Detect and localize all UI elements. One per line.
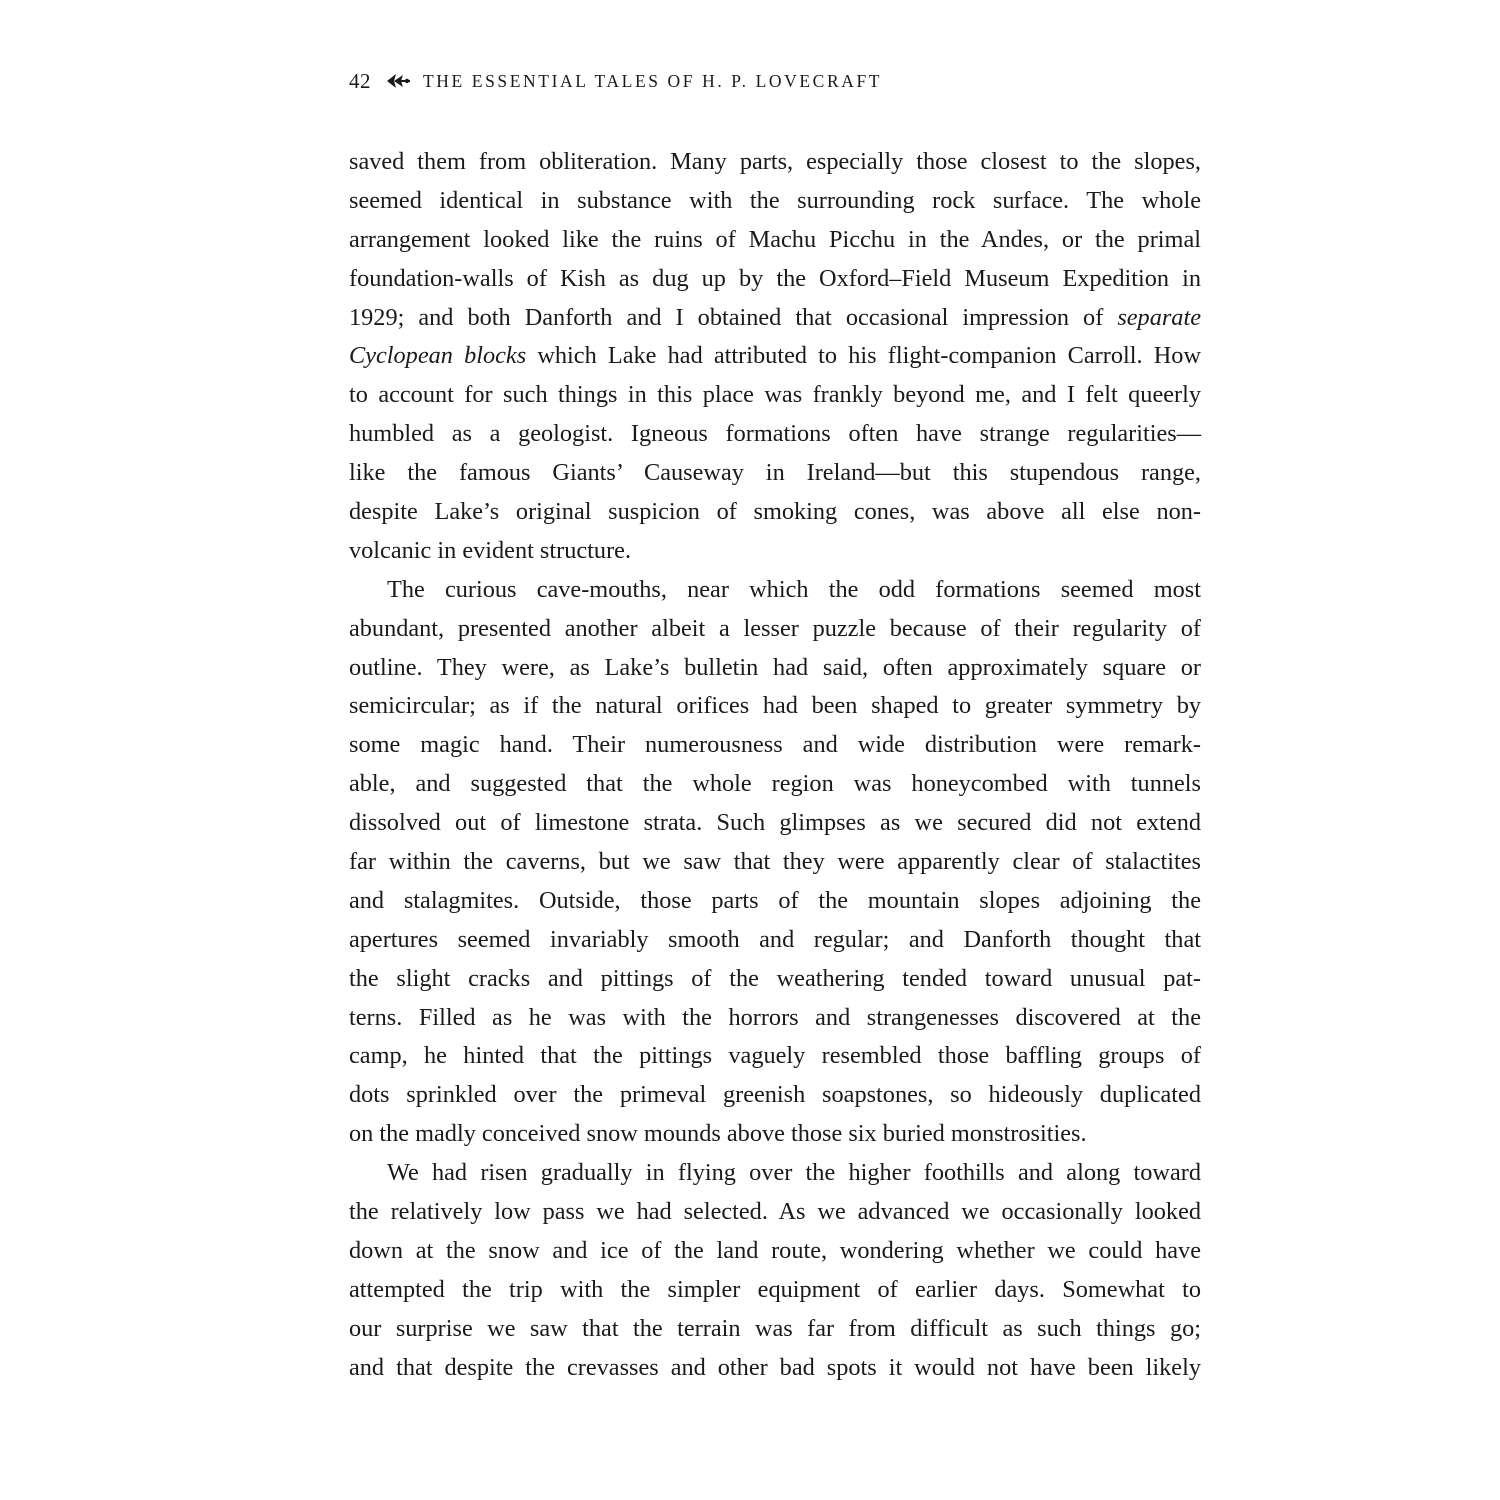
text-segment: seemed identical in substance with the surrounding rock surface. The whole <box>349 186 1201 214</box>
page-number: 42 <box>349 68 371 93</box>
text-segment: our surprise we saw that the terrain was far from difficult as such things go; <box>349 1314 1201 1342</box>
text-line <box>349 415 1201 454</box>
text-line <box>349 493 1201 532</box>
text-line <box>349 299 1201 338</box>
text-segment: camp, he hinted that the pittings vaguely resembled those baffling groups of <box>349 1042 1201 1070</box>
text-line <box>349 1349 1201 1388</box>
text-segment: to account for such things in this place was frankly beyond me, and I felt queerly <box>349 381 1201 409</box>
text-segment: semicircular; as if the natural orifices had been shaped to greater symmetry by <box>349 692 1201 720</box>
text-segment: apertures seemed invariably smooth and regular; and Danforth thought that <box>349 925 1201 953</box>
text-line <box>349 337 1201 376</box>
text-segment: foundation-walls of Kish as dug up by the Oxford–Field Museum Expedition in <box>349 264 1201 292</box>
text-segment: the slight cracks and pittings of the weathering tended toward unusual pat- <box>349 964 1201 992</box>
text-segment: able, and suggested that the whole region was honeycombed with tunnels <box>349 770 1201 798</box>
text-segment: terns. Filled as he was with the horrors and strangenesses discovered at the <box>349 1003 1201 1031</box>
text-segment: abundant, presented another albeit a lesser puzzle because of their regularity of <box>349 614 1201 642</box>
text-segment: down at the snow and ice of the land route, wondering whether we could have <box>349 1236 1201 1264</box>
text-line <box>349 1076 1201 1115</box>
text-segment: dots sprinkled over the primeval greenish soapstones, so hideously duplicated <box>349 1081 1201 1109</box>
text-segment: and stalagmites. Outside, those parts of the mountain slopes adjoining the <box>349 886 1201 914</box>
text-line <box>349 1271 1201 1310</box>
text-line <box>349 726 1201 765</box>
text-line <box>349 143 1201 182</box>
italic-text: separate <box>1117 303 1201 331</box>
text-segment: far within the caverns, but we saw that they were apparently clear of stalactites <box>349 848 1201 876</box>
italic-text: Cyclopean blocks <box>349 342 527 370</box>
body-text <box>349 143 1201 1388</box>
text-segment: like the famous Giants’ Causeway in Ireland—but this stupendous range, <box>349 459 1201 487</box>
text-segment: The curious cave-mouths, near which the odd formations seemed most <box>387 575 1201 603</box>
text-line <box>349 843 1201 882</box>
text-line <box>349 687 1201 726</box>
text-line <box>349 1310 1201 1349</box>
text-segment: 1929; and both Danforth and I obtained that occasional impression of <box>349 303 1118 331</box>
text-line <box>349 1115 1201 1154</box>
text-segment: on the madly conceived snow mounds above those six buried monstrosities. <box>349 1120 1087 1148</box>
text-segment: arrangement looked like the ruins of Machu Picchu in the Andes, or the primal <box>349 225 1201 253</box>
text-segment: despite Lake’s original suspicion of smoking cones, was above all else non- <box>349 498 1201 526</box>
text-segment: dissolved out of limestone strata. Such glimpses as we secured did not extend <box>349 809 1201 837</box>
text-line <box>349 1037 1201 1076</box>
text-segment: some magic hand. Their numerousness and wide distribution were remark- <box>349 731 1201 759</box>
text-line <box>349 999 1201 1038</box>
fleuron-icon <box>385 71 411 91</box>
text-line <box>349 960 1201 999</box>
text-line <box>349 221 1201 260</box>
text-line <box>349 571 1201 610</box>
text-line <box>349 260 1201 299</box>
text-line <box>349 804 1201 843</box>
text-segment: We had risen gradually in flying over the higher foothills and along toward <box>387 1159 1201 1187</box>
text-segment: the relatively low pass we had selected. As we advanced we occasionally looked <box>349 1198 1201 1226</box>
text-line <box>349 882 1201 921</box>
text-line <box>349 532 1201 571</box>
text-segment: attempted the trip with the simpler equipment of earlier days. Somewhat to <box>349 1275 1201 1303</box>
text-segment: saved them from obliteration. Many parts, especially those closest to the slopes, <box>349 148 1201 175</box>
text-segment: outline. They were, as Lake’s bulletin had said, often approximately square or <box>349 653 1201 681</box>
text-line <box>349 921 1201 960</box>
paragraph <box>349 143 1201 571</box>
text-segment: which Lake had attributed to his flight-companion Carroll. How <box>526 342 1201 370</box>
text-line <box>349 376 1201 415</box>
text-line <box>349 1232 1201 1271</box>
text-segment: humbled as a geologist. Igneous formations often have strange regularities— <box>349 420 1201 448</box>
text-line <box>349 765 1201 804</box>
paragraph <box>349 1154 1201 1387</box>
running-head <box>349 66 882 96</box>
text-line <box>349 182 1201 221</box>
text-line <box>349 1154 1201 1193</box>
text-line <box>349 1193 1201 1232</box>
text-line <box>349 454 1201 493</box>
paragraph <box>349 571 1201 1154</box>
text-segment: volcanic in evident structure. <box>349 536 632 564</box>
text-line <box>349 649 1201 688</box>
book-title: THE ESSENTIAL TALES OF H. P. LOVECRAFT <box>423 70 883 91</box>
text-line <box>349 610 1201 649</box>
text-segment: and that despite the crevasses and other bad spots it would not have been likely <box>349 1353 1201 1381</box>
